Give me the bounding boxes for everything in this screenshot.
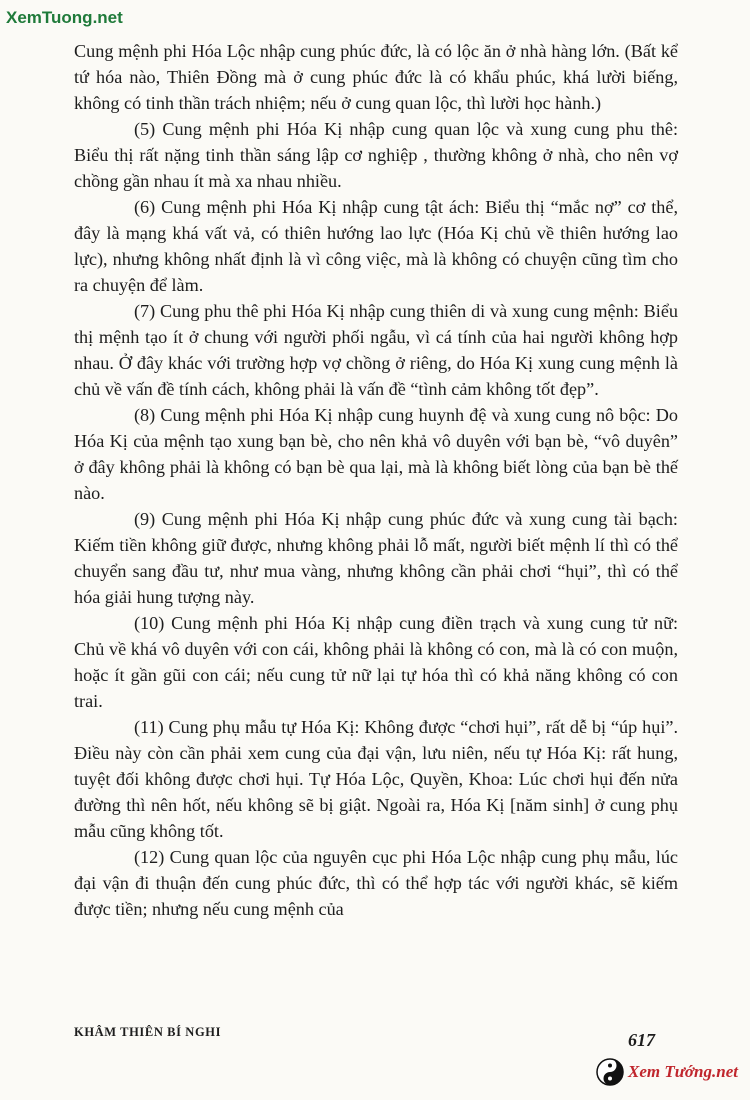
body-text [74, 38, 678, 922]
paragraph: (7) Cung phu thê phi Hóa Kị nhập cung thiên di và xung cung mệnh: Biểu thị mệnh tạo ít ở chung với người phối ngẫu, vì cá tính của hai người không hợp nhau. Ở đây khác với trường hợp vợ chồng ở riêng, do Hóa Kị xung cung mệnh là chủ về vấn đề tính cách, không phải là vấn đề “tình cảm không tốt đẹp”. [74, 301, 678, 399]
site-logo [596, 1058, 738, 1086]
yin-yang-icon [596, 1058, 624, 1086]
paragraph: (10) Cung mệnh phi Hóa Kị nhập cung điền trạch và xung cung tử nữ: Chủ về khá vô duyên với con cái, không phải là không có con, mà là có con muộn, hoặc ít gần gũi con cái; nếu cung tử nữ lại tự hóa thì có khả năng không có con trai. [74, 613, 678, 711]
paragraph: (5) Cung mệnh phi Hóa Kị nhập cung quan lộc và xung cung phu thê: Biểu thị rất nặng tinh thần sáng lập cơ nghiệp , thường không ở nhà, cho nên vợ chồng gần nhau ít mà xa nhau nhiều. [74, 119, 678, 191]
paragraph: (6) Cung mệnh phi Hóa Kị nhập cung tật ách: Biểu thị “mắc nợ” cơ thể, đây là mạng khá vất vả, có thiên hướng lao lực (Hóa Kị chủ về thiên hướng lao lực), nhưng không nhất định là vì công việc, mà là không có chuyện cũng tìm cho ra chuyện để làm. [74, 197, 678, 295]
book-title: KHÂM THIÊN BÍ NGHI [74, 1025, 222, 1039]
paragraph: (9) Cung mệnh phi Hóa Kị nhập cung phúc đức và xung cung tài bạch: Kiếm tiền không giữ được, nhưng không phải lỗ mất, người biết mệnh lí thì có thể chuyển sang đầu tư, như mua vàng, nhưng không cần phải chơi “hụi”, thì có thể hóa giải hung tượng này. [74, 509, 678, 607]
paragraph: Cung mệnh phi Hóa Lộc nhập cung phúc đức, là có lộc ăn ở nhà hàng lớn. (Bất kể tứ hóa nào, Thiên Đồng mà ở cung phúc đức là có khẩu phúc, khá lười biếng, không có tinh thần trách nhiệm; nếu ở cung quan lộc, thì lười học hành.) [74, 41, 678, 113]
watermark-text: XemTuong.net [6, 8, 123, 27]
logo-text: Xem Tướng.net [628, 1062, 738, 1081]
paragraph: (12) Cung quan lộc của nguyên cục phi Hóa Lộc nhập cung phụ mẫu, lúc đại vận đi thuận đến cung phúc đức, thì có thể hợp tác với người khác, sẽ kiếm được tiền; nhưng nếu cung mệnh của [74, 847, 678, 919]
page-number: 617 [628, 1030, 655, 1050]
paragraph: (8) Cung mệnh phi Hóa Kị nhập cung huynh đệ và xung cung nô bộc: Do Hóa Kị của mệnh tạo xung bạn bè, cho nên khả vô duyên với bạn bè, “vô duyên” ở đây không phải là không có bạn bè qua lại, mà là không biết lòng của bạn bè thế nào. [74, 405, 678, 503]
paragraph: (11) Cung phụ mẫu tự Hóa Kị: Không được “chơi hụi”, rất dễ bị “úp hụi”. Điều này còn cần phải xem cung của đại vận, lưu niên, nếu tự Hóa Kị: rất hung, tuyệt đối không được chơi hụi. Tự Hóa Lộc, Quyền, Khoa: Lúc chơi hụi đến nửa đường thì nên hốt, nếu không sẽ bị giật. Ngoài ra, Hóa Kị [năm sinh] ở cung phụ mẫu cũng không tốt. [74, 717, 678, 841]
